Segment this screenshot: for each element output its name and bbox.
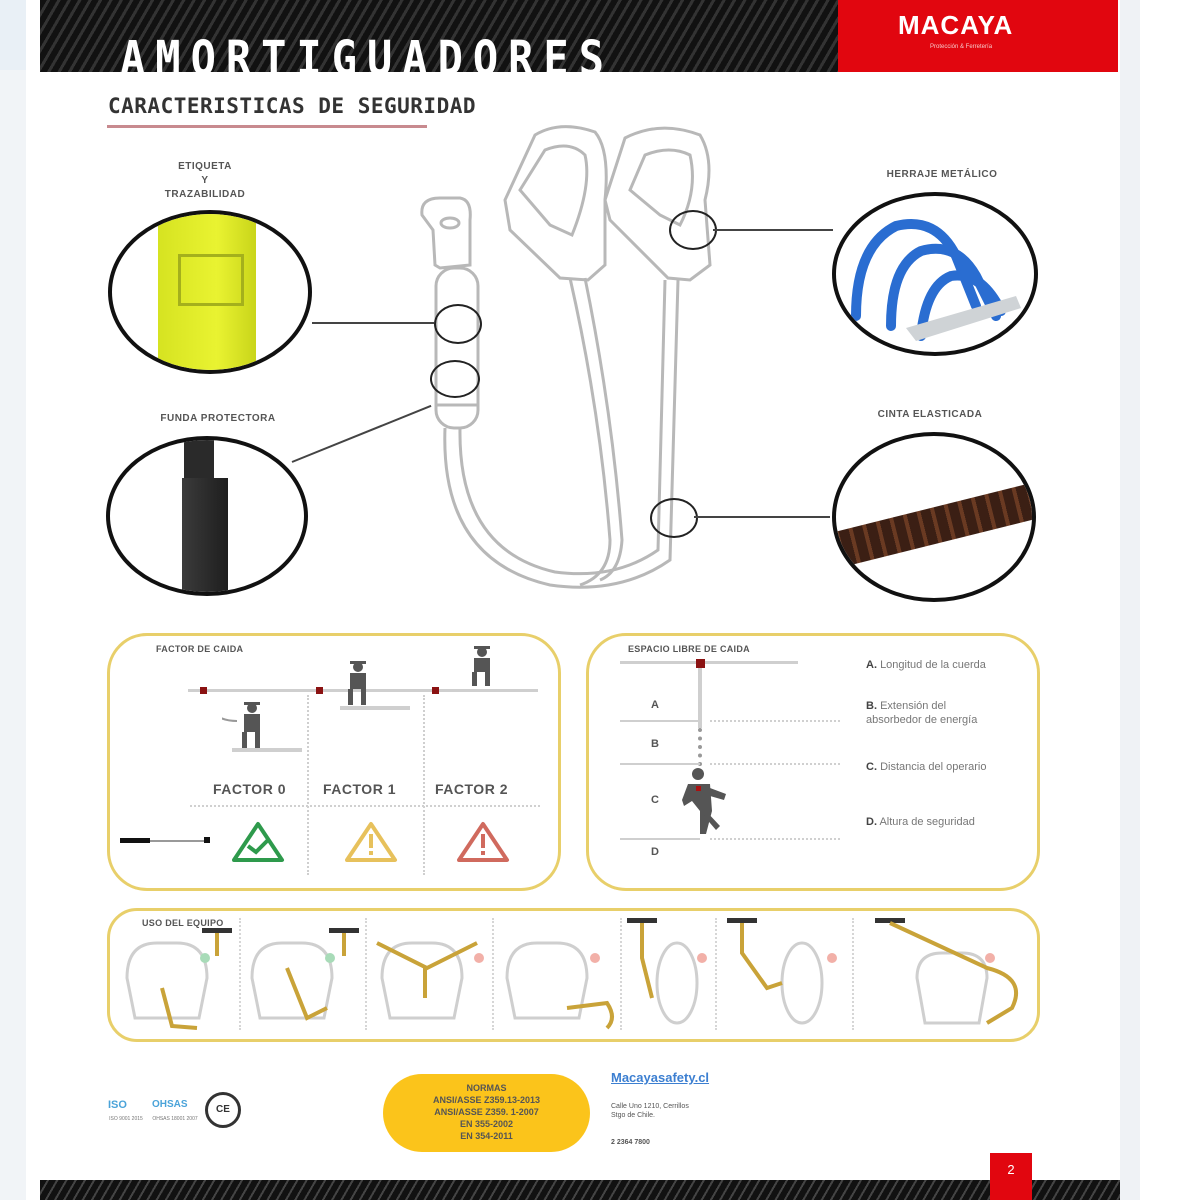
label-line: TRAZABILIDAD xyxy=(164,189,246,200)
zoom-circle-etiqueta xyxy=(108,210,312,374)
zone-line xyxy=(710,838,840,840)
footer-band xyxy=(40,1180,1120,1200)
label-line: Y xyxy=(201,175,209,186)
right-gutter xyxy=(1120,0,1140,1200)
leader-etiqueta xyxy=(312,322,434,324)
legend-d xyxy=(866,815,996,829)
factor-label-0: FACTOR 0 xyxy=(213,781,286,797)
label-line: ETIQUETA xyxy=(178,161,232,172)
norms-line: EN 354-2011 xyxy=(460,1131,513,1141)
cert-iso: ISO xyxy=(108,1099,127,1111)
legend-b xyxy=(866,699,996,727)
callout-label-herraje xyxy=(852,168,1032,182)
norms-title: NORMAS xyxy=(466,1083,507,1093)
legend-text: Longitud de la cuerda xyxy=(880,659,986,671)
legend-key: C. xyxy=(866,761,877,773)
cert-ohsas-sub: OHSAS 18001 2007 xyxy=(152,1116,198,1122)
ring-funda xyxy=(430,360,480,398)
cert-ce-label: CE xyxy=(216,1104,230,1115)
worker-factor-0 xyxy=(222,696,302,756)
norms-line: EN 355-2002 xyxy=(459,1119,514,1129)
zone-a: A xyxy=(651,699,659,711)
factor-label-1: FACTOR 1 xyxy=(323,781,396,797)
brand-name: MACAYA xyxy=(898,10,1014,40)
brand-tagline: Protección & Ferretería xyxy=(930,44,993,50)
leader-herraje xyxy=(713,229,833,231)
norms-line: ANSI/ASSE Z359.13-2013 xyxy=(432,1095,541,1105)
legend-key: B. xyxy=(866,700,877,712)
usage-illustrations xyxy=(107,908,1034,1036)
factor-panel-title: FACTOR DE CAIDA xyxy=(156,644,244,654)
section-title: CARACTERISTICAS DE SEGURIDAD xyxy=(108,94,477,118)
webbing-image xyxy=(832,479,1036,570)
zone-b: B xyxy=(651,738,659,750)
ring-etiqueta xyxy=(434,304,482,344)
check-triangle-icon xyxy=(230,820,286,864)
zone-d: D xyxy=(651,846,659,858)
brand-logo xyxy=(838,0,1118,72)
legend-text: Extensión del absorbedor de energía xyxy=(866,700,978,726)
left-gutter xyxy=(0,0,26,1200)
cert-iso-sub: ISO 9001 2015 xyxy=(109,1116,143,1122)
zone-line xyxy=(620,838,700,840)
sleeve-body xyxy=(182,478,228,596)
phone: 2 2364 7800 xyxy=(611,1139,650,1146)
cert-ohsas: OHSAS xyxy=(152,1099,188,1110)
norms-line: ANSI/ASSE Z359. 1-2007 xyxy=(434,1107,539,1117)
leader-cinta xyxy=(694,516,830,518)
label-line: HERRAJE METÁLICO xyxy=(886,169,998,180)
anchor-point xyxy=(432,687,439,694)
label-line: FUNDA PROTECTORA xyxy=(160,413,276,424)
zoom-circle-funda xyxy=(106,436,308,596)
zone-line xyxy=(620,720,700,722)
legend-a xyxy=(866,658,1006,672)
zone-line xyxy=(620,763,700,765)
label-tag-detail xyxy=(178,254,244,306)
callout-label-cinta xyxy=(840,408,1020,422)
address-line-1: Calle Uno 1210, Cerrillos xyxy=(611,1103,689,1110)
label-line: CINTA ELASTICADA xyxy=(877,409,983,420)
callout-label-funda xyxy=(128,412,308,426)
ring-cinta xyxy=(650,498,698,538)
address-line-2: Stgo de Chile. xyxy=(611,1112,655,1119)
anchor-point xyxy=(316,687,323,694)
rope-line xyxy=(698,668,702,728)
anchor-point xyxy=(696,659,705,668)
zone-line xyxy=(710,763,840,765)
left-gutter-top xyxy=(0,0,26,70)
zoom-circle-cinta xyxy=(832,432,1036,602)
falling-worker xyxy=(676,766,736,836)
zone-line xyxy=(710,720,840,722)
sleeve-image xyxy=(184,440,214,480)
page-number: 2 xyxy=(990,1153,1032,1200)
clearance-panel-title: ESPACIO LIBRE DE CAIDA xyxy=(628,644,750,654)
legend-key: D. xyxy=(866,816,877,828)
norms-badge xyxy=(383,1074,590,1152)
divider xyxy=(423,695,425,875)
legend-text: Distancia del operario xyxy=(880,761,987,773)
zoom-circle-herraje xyxy=(832,192,1038,356)
anchor-line xyxy=(620,661,798,664)
warning-triangle-icon xyxy=(343,820,399,864)
absorber-line xyxy=(698,728,702,766)
cert-ce-badge xyxy=(205,1092,241,1128)
legend-key: A. xyxy=(866,659,877,671)
callout-label-etiqueta xyxy=(140,160,270,202)
usage-panel-title: USO DEL EQUIPO xyxy=(142,918,224,928)
divider xyxy=(307,695,309,875)
hook-image xyxy=(836,196,1034,352)
divider xyxy=(190,805,540,807)
legend-text: Altura de seguridad xyxy=(879,816,975,828)
legend-c xyxy=(866,760,996,774)
anchor-point xyxy=(200,687,207,694)
section-underline xyxy=(107,125,427,128)
website-link[interactable]: Macayasafety.cl xyxy=(611,1070,710,1085)
worker-factor-1 xyxy=(330,655,410,715)
ring-herraje xyxy=(669,210,717,250)
danger-triangle-icon xyxy=(455,820,511,864)
factor-label-2: FACTOR 2 xyxy=(435,781,508,797)
zone-c: C xyxy=(651,794,659,806)
lanyard-mini-icon xyxy=(120,835,212,845)
worker-factor-2 xyxy=(452,640,532,690)
page-title: AMORTIGUADORES xyxy=(120,30,615,87)
